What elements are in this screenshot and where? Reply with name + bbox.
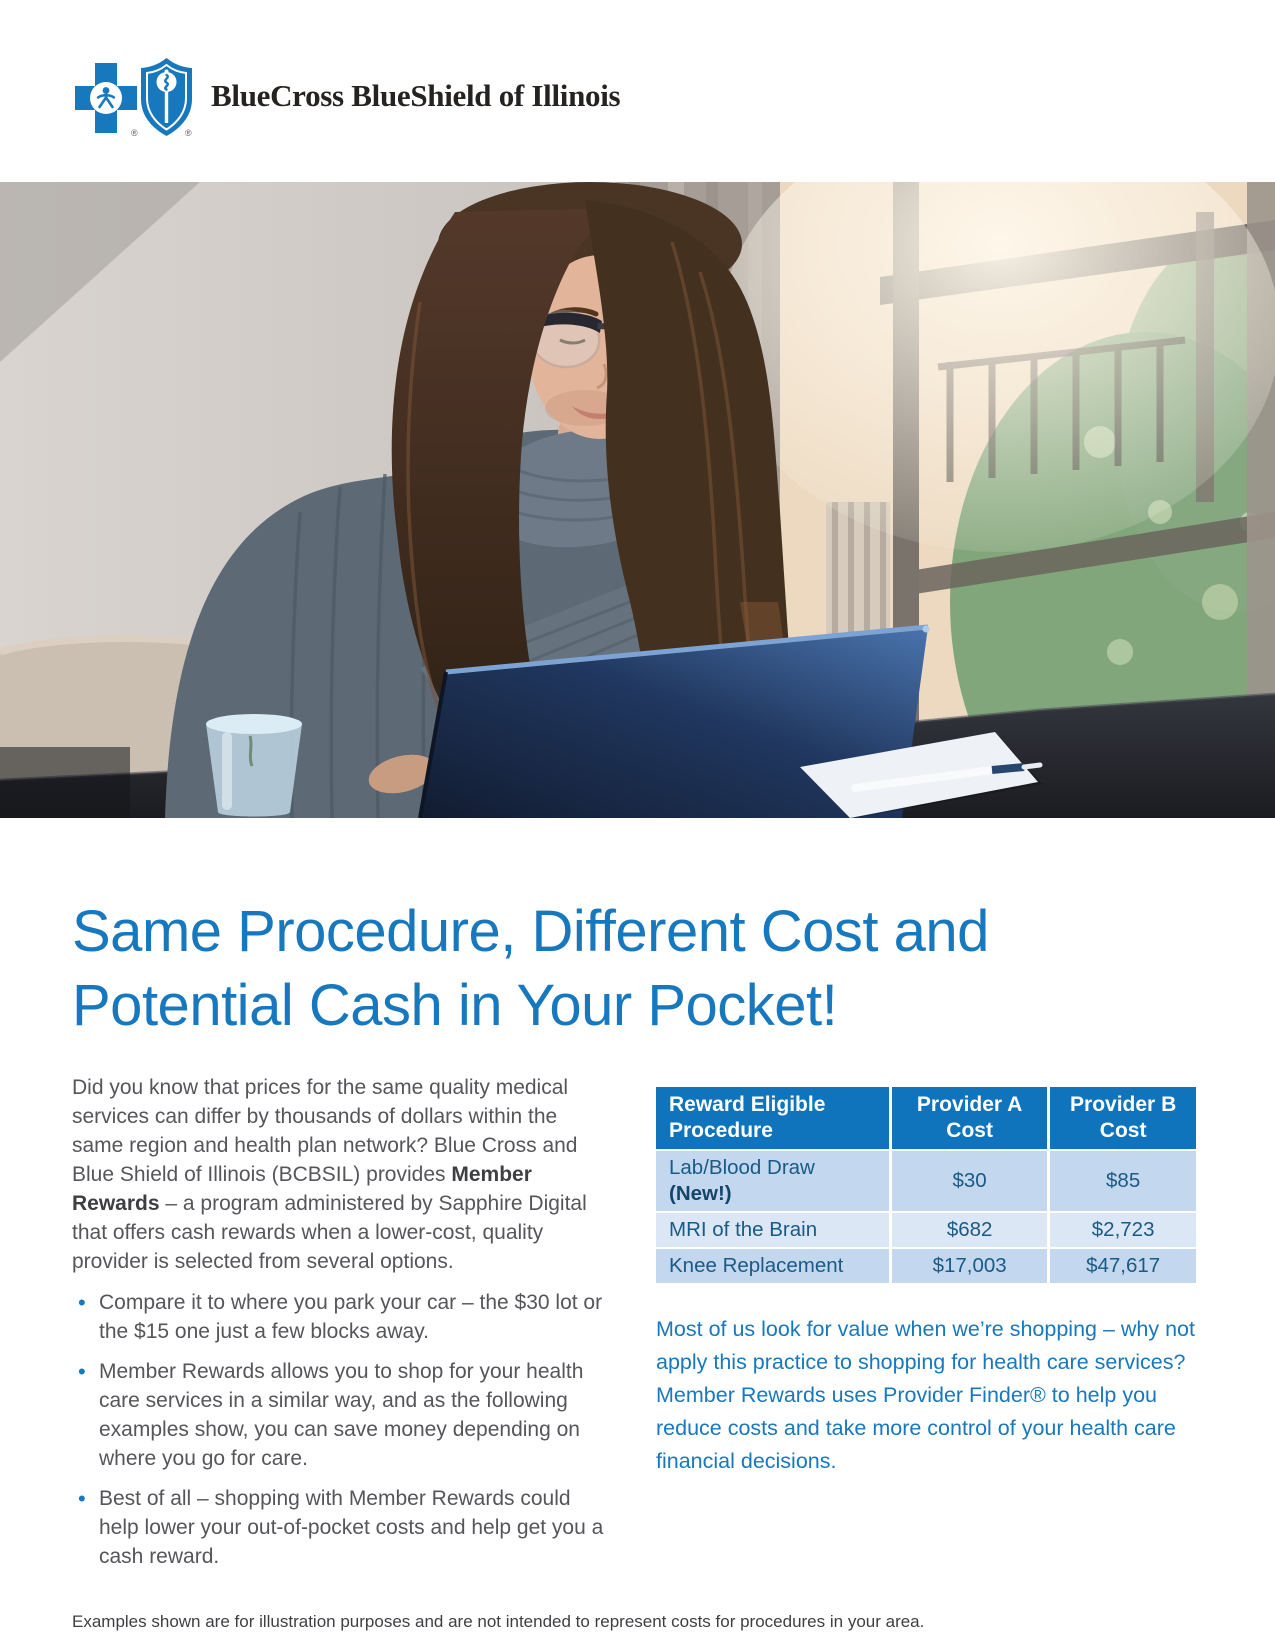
page-title-line2: Potential Cash in Your Pocket! <box>72 973 838 1038</box>
svg-text:®: ® <box>131 128 138 138</box>
procedure-name: Lab/Blood Draw <box>669 1156 815 1179</box>
intro-column <box>72 1073 612 1571</box>
intro-paragraph <box>72 1073 612 1276</box>
procedure-name: MRI of the Brain <box>669 1218 818 1241</box>
new-tag: (New!) <box>669 1182 732 1205</box>
logo-wordmark: BlueCross BlueShield of Illinois <box>211 78 621 113</box>
procedure-cell <box>656 1212 890 1248</box>
list-item: • Member Rewards allows you to shop for your health care services in a similar way, and as the following examples show, you can save money depending on where you go for care. <box>72 1357 612 1473</box>
table-row <box>656 1248 1196 1283</box>
bcbs-logo <box>72 52 692 142</box>
column-header-procedure: Reward Eligible Procedure <box>656 1087 890 1150</box>
provider-b-cost-cell: $47,617 <box>1049 1248 1196 1283</box>
table-row <box>656 1150 1196 1212</box>
value-paragraph: Most of us look for value when we’re shopping – why not apply this practice to shopping for health care services? Member Rewards uses Provider Finder® to help you reduce costs and take more control of your health care financial decisions. <box>656 1317 1195 1473</box>
svg-text:®: ® <box>185 128 192 138</box>
table-row <box>656 1212 1196 1248</box>
table-header-row <box>656 1087 1196 1150</box>
cost-comparison-column <box>656 1087 1201 1500</box>
member-rewards-bold: Member Rewards <box>72 1163 532 1215</box>
list-item: • Best of all – shopping with Member Rewards could help lower your out-of-pocket costs and help get you a cash reward. <box>72 1484 612 1571</box>
procedure-cell <box>656 1248 890 1283</box>
water-glass <box>206 714 302 817</box>
provider-b-cost-cell: $2,723 <box>1049 1212 1196 1248</box>
sprig <box>250 736 252 766</box>
procedure-name: Knee Replacement <box>669 1254 844 1277</box>
intro-text-start: Did you know that prices for the same quality medical services can differ by thousands of dollars within the same region and health plan network? Blue Cross and Blue Shield of Illinois (BCBSIL) provides <box>72 1076 578 1186</box>
column-header-provider-b: Provider B Cost <box>1049 1087 1196 1150</box>
provider-a-cost-cell: $30 <box>890 1150 1048 1212</box>
provider-a-cost-cell: $17,003 <box>890 1248 1048 1283</box>
bcbs-shield-icon <box>141 58 192 138</box>
intro-text-end: – a program administered by Sapphire Digital that offers cash rewards when a lower-cost, quality provider is selected from several options. <box>72 1192 587 1273</box>
page-title-line1: Same Procedure, Different Cost and <box>72 899 989 964</box>
column-header-provider-a: Provider A Cost <box>890 1087 1048 1150</box>
provider-a-cost-cell: $682 <box>890 1212 1048 1248</box>
footnote: Examples shown are for illustration purposes and are not intended to represent costs for procedures in your area. <box>72 1612 925 1631</box>
provider-b-cost-cell: $85 <box>1049 1150 1196 1212</box>
procedure-cell <box>656 1150 890 1212</box>
benefits-list <box>72 1288 612 1571</box>
hero-photo <box>0 182 1275 818</box>
list-item: • Compare it to where you park your car – the $30 lot or the $15 one just a few blocks away. <box>72 1288 612 1346</box>
bcbs-cross-icon <box>75 63 138 138</box>
cost-comparison-table <box>656 1087 1196 1283</box>
page-title <box>72 895 1202 1043</box>
